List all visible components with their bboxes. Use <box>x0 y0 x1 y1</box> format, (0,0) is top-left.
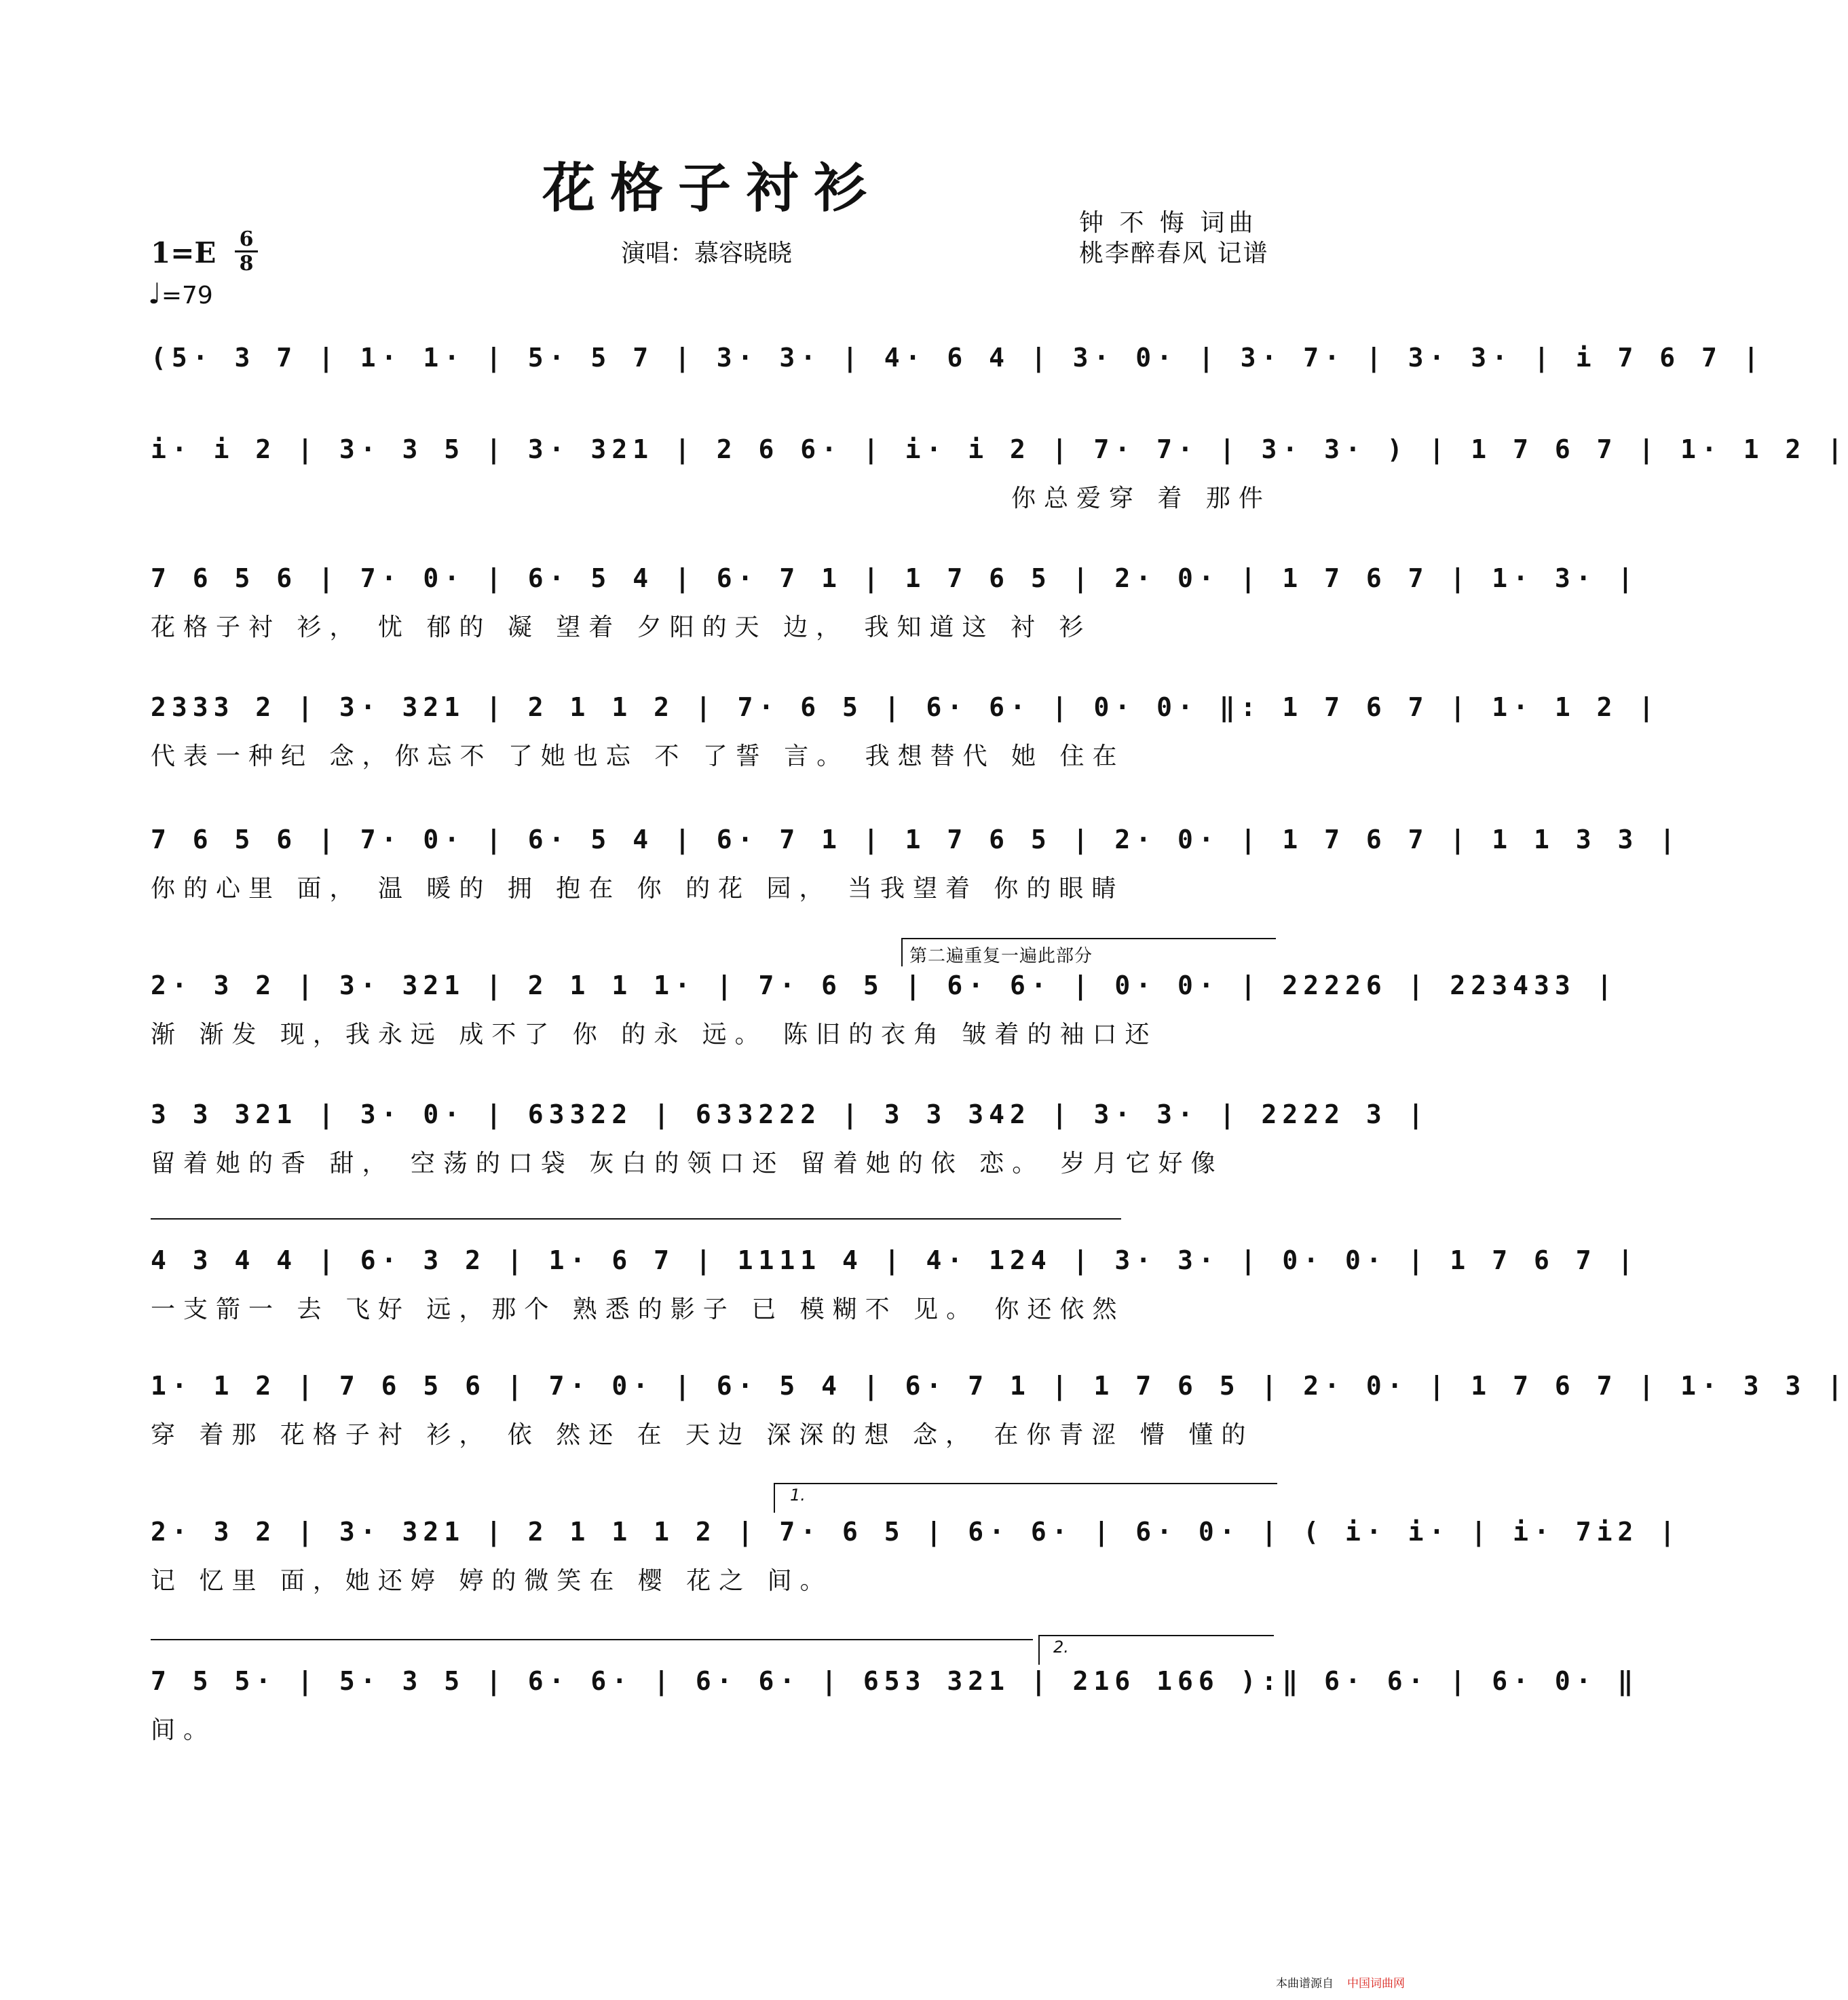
lyricist-credit: 钟 不 悔 词曲 <box>1079 209 1258 237</box>
lyric-line: 你总爱穿 着 那件 <box>1011 485 1271 512</box>
quarter-note-icon: ♩ <box>148 277 162 310</box>
notes-line: 3 3 321 | 3· 0· | 63322 | 633222 | 3 3 342 | 3· 3· | 2222 3 | <box>151 1099 1429 1129</box>
notes-line: 7 6 5 6 | 7· 0· | 6· 5 4 | 6· 7 1 | 1 7 6 5 | 2· 0· | 1 7 6 7 | 1 1 3 3 | <box>151 825 1681 854</box>
bracket-line <box>151 1218 1121 1220</box>
song-title: 花格子衬衫 <box>542 157 882 219</box>
notes-line: 4 3 4 4 | 6· 3 2 | 1· 6 7 | 1111 4 | 4· 124 | 3· 3· | 0· 0· | 1 7 6 7 | <box>151 1245 1639 1275</box>
singer-credit: 演唱：慕容晓晓 <box>621 240 793 267</box>
time-signature-top: 6 <box>239 227 254 251</box>
time-signature <box>235 229 258 274</box>
lyric-line: 一支箭一 去 飞好 远，那个 熟悉的影子 已 模糊不 见。 你还依然 <box>151 1296 1125 1323</box>
notes-line: 1· 1 2 | 7 6 5 6 | 7· 0· | 6· 5 4 | 6· 7 1 | 1 7 6 5 | 2· 0· | 1 7 6 7 | 1· 3 3 | <box>151 1371 1848 1401</box>
repeat-bracket-label: 第二遍重复一遍此部分 <box>909 946 1093 966</box>
lyric-line: 代表一种纪 念，你忘不 了她也忘 不 了誓 言。 我想替代 她 住在 <box>151 742 1125 770</box>
transcriber-credit: 桃李醉春风 记谱 <box>1079 240 1269 267</box>
first-ending-bracket <box>774 1483 1277 1513</box>
notes-line: 2· 3 2 | 3· 321 | 2 1 1 1 2 | 7· 6 5 | 6· 6· | 6· 0· | ( i· i· | i· 7i2 | <box>151 1517 1681 1547</box>
notes-line: 7 5 5· | 5· 3 5 | 6· 6· | 6· 6· | 653 321 | 216 166 ):‖ 6· 6· | 6· 0· ‖ <box>151 1666 1639 1696</box>
notes-line: (5· 3 7 | 1· 1· | 5· 5 7 | 3· 3· | 4· 6 4 | 3· 0· | 3· 7· | 3· 3· | i 7 6 7 | <box>151 343 1765 373</box>
key-signature: 1=E <box>151 236 216 269</box>
lyric-line: 你的心里 面， 温 暖的 拥 抱在 你 的花 园， 当我望着 你的眼睛 <box>151 875 1125 903</box>
notes-line: 2333 2 | 3· 321 | 2 1 1 2 | 7· 6 5 | 6· 6· | 0· 0· ‖: 1 7 6 7 | 1· 1 2 | <box>151 692 1660 722</box>
lyric-line: 留着她的香 甜， 空荡的口袋 灰白的领口还 留着她的依 恋。 岁月它好像 <box>151 1150 1224 1177</box>
footer-source-text: 本曲谱源自 <box>1276 1977 1334 1990</box>
footer-site-link[interactable]: 中国词曲网 <box>1347 1977 1405 1990</box>
lyric-line: 间。 <box>151 1716 216 1744</box>
lyric-line: 花格子衬 衫， 忧 郁的 凝 望着 夕阳的天 边， 我知道这 衬 衫 <box>151 614 1092 641</box>
notes-line: 7 6 5 6 | 7· 0· | 6· 5 4 | 6· 7 1 | 1 7 6 5 | 2· 0· | 1 7 6 7 | 1· 3· | <box>151 563 1639 593</box>
lyric-line: 穿 着那 花格子衬 衫， 依 然还 在 天边 深深的想 念， 在你青涩 懵 懂的 <box>151 1421 1254 1449</box>
tempo-value: =79 <box>161 282 213 309</box>
notes-line: i· i 2 | 3· 3 5 | 3· 321 | 2 6 6· | i· i 2 | 7· 7· | 3· 3· ) | 1 7 6 7 | 1· 1 2 | <box>151 434 1848 464</box>
tempo-marking <box>148 277 213 310</box>
second-ending-bracket <box>1038 1635 1274 1665</box>
time-signature-bottom: 8 <box>239 252 254 276</box>
bracket-line <box>151 1639 1033 1640</box>
lyric-line: 渐 渐发 现，我永远 成不了 你 的永 远。 陈旧的衣角 皱着的袖口还 <box>151 1021 1158 1049</box>
notes-line: 2· 3 2 | 3· 321 | 2 1 1 1· | 7· 6 5 | 6· 6· | 0· 0· | 22226 | 223433 | <box>151 970 1618 1000</box>
second-ending-label: 2. <box>1053 1638 1069 1657</box>
first-ending-label: 1. <box>790 1486 806 1505</box>
lyric-line: 记 忆里 面，她还婷 婷的微笑在 樱 花之 间。 <box>151 1567 833 1595</box>
